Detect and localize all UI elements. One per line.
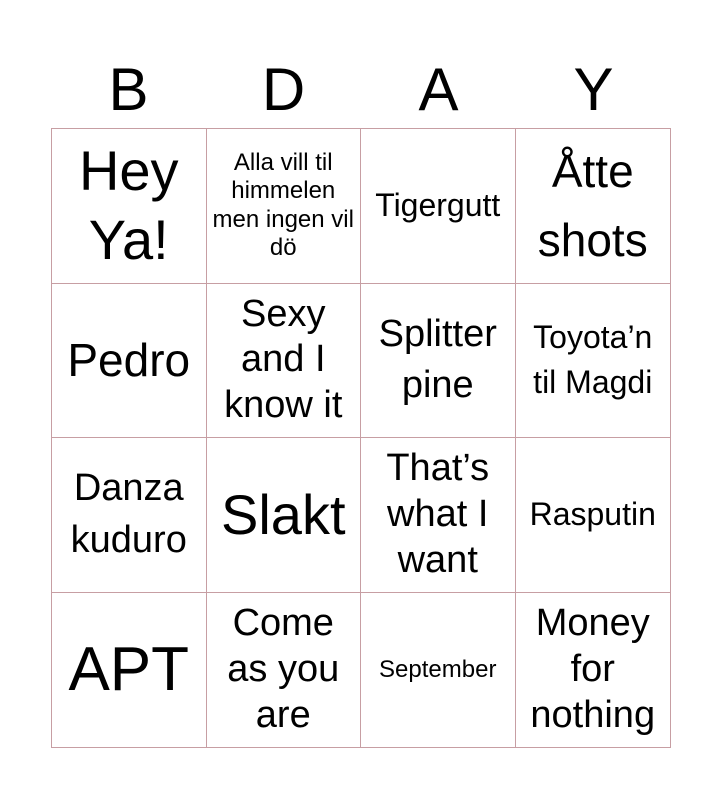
- bingo-cell-7[interactable]: [361, 284, 516, 439]
- cell-text: Slakt: [221, 482, 346, 546]
- cell-text: Pedro: [67, 333, 191, 386]
- cell-text: Toyota’n til Magdi: [533, 319, 653, 401]
- bingo-cell-9[interactable]: [52, 438, 207, 593]
- cell-text: Alla vill til himmelen men ingen vil dö: [212, 149, 354, 262]
- cell-text: That’s what I want: [386, 447, 490, 581]
- bingo-cell-15[interactable]: [361, 593, 516, 748]
- bingo-cell-4[interactable]: [516, 129, 671, 284]
- bingo-cell-11[interactable]: [361, 438, 516, 593]
- cell-text: Rasputin: [529, 496, 656, 533]
- cell-text: Danza kuduro: [70, 467, 187, 561]
- cell-text: Hey Ya!: [78, 139, 179, 271]
- cell-text: APT: [68, 634, 190, 704]
- bingo-cell-2[interactable]: [207, 129, 362, 284]
- header-letter-b: B: [108, 56, 149, 123]
- bingo-cell-12[interactable]: [516, 438, 671, 593]
- cell-text: Åtte shots: [537, 144, 648, 266]
- cell-text: September: [379, 655, 497, 683]
- cell-text: Sexy and I know it: [224, 292, 343, 427]
- bingo-cell-10[interactable]: [207, 438, 362, 593]
- bingo-cell-5[interactable]: [52, 284, 207, 439]
- cell-text: Money for nothing: [530, 602, 656, 736]
- header-letter-a: A: [418, 56, 459, 123]
- bingo-cell-6[interactable]: [207, 284, 362, 439]
- header-letter-y: Y: [573, 56, 614, 123]
- bingo-cell-14[interactable]: [207, 593, 362, 748]
- cell-text: Come as you are: [227, 602, 340, 736]
- bingo-cell-13[interactable]: [52, 593, 207, 748]
- bingo-cell-16[interactable]: [516, 593, 671, 748]
- header-letter-d: D: [261, 56, 306, 123]
- bingo-cell-8[interactable]: [516, 284, 671, 439]
- cell-text: Splitter pine: [378, 312, 497, 407]
- bingo-board: [51, 128, 671, 748]
- bingo-cell-3[interactable]: [361, 129, 516, 284]
- cell-text: Tigergutt: [375, 187, 501, 224]
- bingo-cell-1[interactable]: [52, 129, 207, 284]
- bingo-header: [51, 52, 671, 128]
